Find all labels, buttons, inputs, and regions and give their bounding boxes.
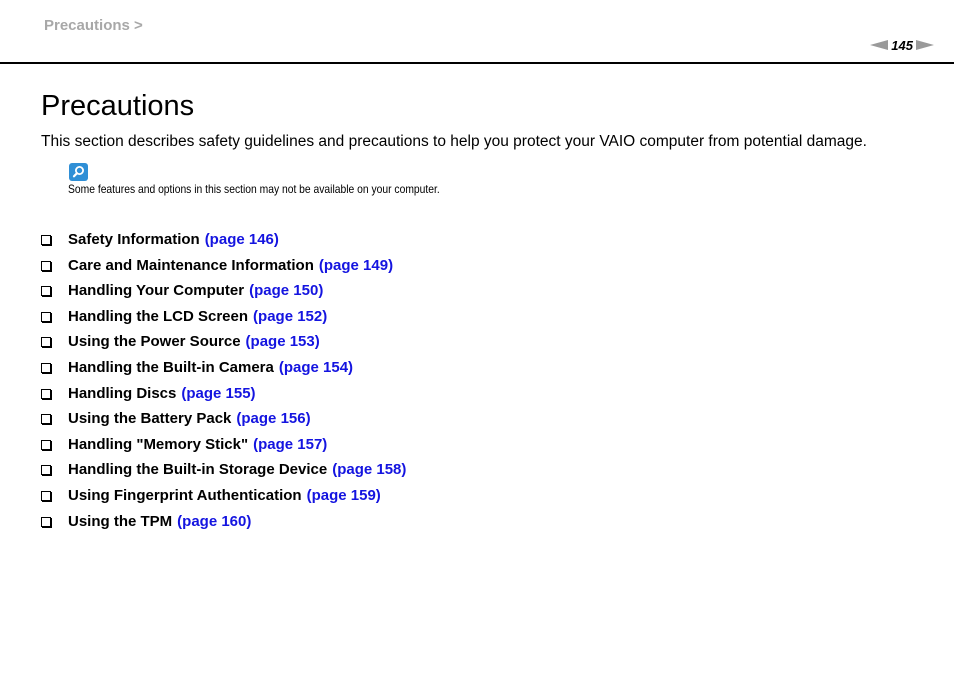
list-item bbox=[41, 230, 406, 256]
checkbox-bullet-icon bbox=[41, 517, 51, 527]
magnifier-note-icon bbox=[69, 163, 88, 181]
list-item bbox=[41, 435, 406, 461]
list-item bbox=[41, 512, 406, 538]
checkbox-bullet-icon bbox=[41, 363, 51, 373]
checkbox-bullet-icon bbox=[41, 235, 51, 245]
page-navigation bbox=[870, 37, 934, 53]
checkbox-bullet-icon bbox=[41, 261, 51, 271]
topic-label: Using the Power Source bbox=[68, 333, 241, 351]
topic-label: Care and Maintenance Information bbox=[68, 256, 314, 274]
page-link[interactable]: (page 152) bbox=[253, 307, 328, 325]
topic-label: Handling the LCD Screen bbox=[68, 307, 249, 325]
checkbox-bullet-icon bbox=[41, 465, 51, 475]
page-link[interactable]: (page 156) bbox=[236, 410, 311, 428]
breadcrumb[interactable]: Precautions > bbox=[44, 17, 143, 34]
checkbox-bullet-icon bbox=[41, 414, 51, 424]
list-item bbox=[41, 486, 406, 512]
page-link[interactable]: (page 153) bbox=[245, 333, 320, 351]
topic-label: Using the Battery Pack bbox=[68, 410, 232, 428]
checkbox-bullet-icon bbox=[41, 312, 51, 322]
next-page-arrow-icon[interactable] bbox=[916, 40, 934, 50]
page-number: 145 bbox=[891, 37, 913, 53]
topic-label: Handling the Built-in Camera bbox=[68, 358, 274, 376]
page-link[interactable]: (page 149) bbox=[318, 256, 394, 274]
list-item bbox=[41, 358, 406, 384]
list-item bbox=[41, 256, 406, 282]
topic-label: Handling Discs bbox=[68, 384, 177, 402]
page-link[interactable]: (page 157) bbox=[253, 435, 328, 453]
topic-list bbox=[41, 230, 406, 537]
topic-label: Safety Information bbox=[68, 231, 200, 248]
list-item bbox=[41, 384, 406, 410]
checkbox-bullet-icon bbox=[41, 337, 51, 347]
list-item bbox=[41, 409, 406, 435]
list-item bbox=[41, 332, 406, 358]
page-link[interactable]: (page 155) bbox=[181, 384, 256, 402]
page-link[interactable]: (page 159) bbox=[306, 486, 381, 504]
page-title: Precautions bbox=[41, 90, 195, 122]
intro-paragraph: This section describes safety guidelines and precautions to help you protect your VAIO computer from potential damage. bbox=[41, 133, 867, 150]
topic-label: Handling Your Computer bbox=[68, 282, 245, 300]
topic-label: Handling the Built-in Storage Device bbox=[68, 461, 328, 479]
header-divider bbox=[0, 62, 954, 64]
page-link[interactable]: (page 146) bbox=[204, 231, 279, 248]
topic-label: Handling "Memory Stick" bbox=[68, 435, 249, 453]
list-item bbox=[41, 281, 406, 307]
list-item bbox=[41, 460, 406, 486]
page-link[interactable]: (page 150) bbox=[249, 282, 324, 300]
checkbox-bullet-icon bbox=[41, 389, 51, 399]
page-link[interactable]: (page 154) bbox=[278, 358, 354, 376]
topic-label: Using Fingerprint Authentication bbox=[68, 486, 302, 504]
checkbox-bullet-icon bbox=[41, 491, 51, 501]
topic-label: Using the TPM bbox=[68, 512, 173, 530]
previous-page-arrow-icon[interactable] bbox=[870, 40, 888, 50]
page-link[interactable]: (page 158) bbox=[332, 461, 407, 479]
page-link[interactable]: (page 160) bbox=[177, 512, 252, 530]
checkbox-bullet-icon bbox=[41, 440, 51, 450]
note-text: Some features and options in this section may not be available on your computer. bbox=[68, 182, 440, 196]
checkbox-bullet-icon bbox=[41, 286, 51, 296]
list-item bbox=[41, 307, 406, 333]
